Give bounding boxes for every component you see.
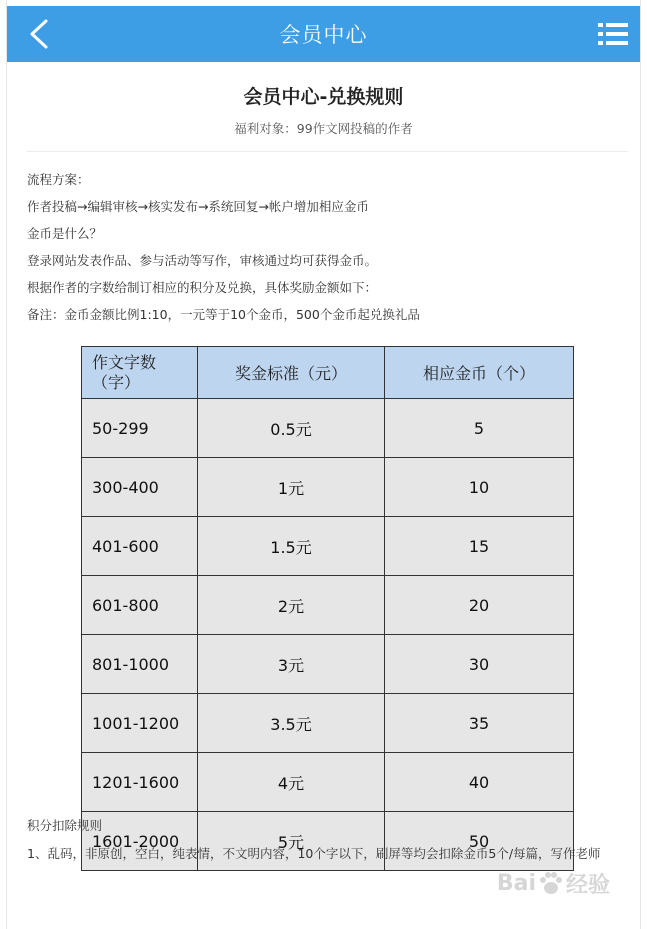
cell-coins: 15: [385, 517, 574, 576]
info-line: 备注：金币金额比例1:10，一元等于10个金币，500个金币起兑换礼品: [27, 307, 420, 322]
cell-bonus: 3元: [198, 635, 385, 694]
cell-bonus: 4元: [198, 753, 385, 812]
cell-bonus: 1.5元: [198, 517, 385, 576]
cell-bonus: 0.5元: [198, 399, 385, 458]
table-row: [82, 458, 574, 517]
cell-coins: 40: [385, 753, 574, 812]
menu-button[interactable]: [596, 18, 630, 50]
cell-word-count: 1001-1200: [82, 694, 198, 753]
cell-word-count: 401-600: [82, 517, 198, 576]
info-line: 根据作者的字数给制订相应的积分及兑换，具体奖励金额如下：: [27, 280, 378, 295]
cell-word-count: 801-1000: [82, 635, 198, 694]
info-section: [27, 166, 640, 328]
info-line: 作者投稿→编辑审核→核实发布→系统回复→帐户增加相应金币: [27, 199, 369, 214]
cell-coins: 30: [385, 635, 574, 694]
cell-word-count: 50-299: [82, 399, 198, 458]
cell-word-count: 1201-1600: [82, 753, 198, 812]
table-row: [82, 753, 574, 812]
menu-list-icon: [598, 22, 628, 46]
page-subtitle: 福利对象：99作文网投稿的作者: [234, 121, 413, 136]
cell-bonus: 2元: [198, 576, 385, 635]
chevron-left-icon: [28, 19, 50, 49]
header-title: 会员中心: [279, 23, 368, 47]
table-header-row: [82, 347, 574, 399]
cell-bonus: 5元: [198, 812, 385, 871]
table-row: [82, 694, 574, 753]
paw-icon: [538, 871, 564, 897]
column-header-coins: 相应金币（个）: [385, 347, 574, 399]
info-line: 金币是什么？: [27, 226, 103, 241]
exchange-rules-table: [81, 346, 574, 871]
column-header-word-count: 作文字数（字）: [82, 347, 198, 399]
cell-bonus: 3.5元: [198, 694, 385, 753]
cell-coins: 50: [385, 812, 574, 871]
info-line: 流程方案：: [27, 172, 90, 187]
cell-coins: 10: [385, 458, 574, 517]
deduction-rule-item: 1、乱码，非原创，空白，纯表情，不文明内容，10个字以下，刷屏等均会扣除金币5个/每篇，写作老师: [27, 846, 601, 861]
deduction-rules-section: [27, 812, 627, 868]
table-row: [82, 517, 574, 576]
page-frame: [6, 0, 641, 929]
cell-coins: 5: [385, 399, 574, 458]
app-header: [7, 6, 640, 62]
baidu-jingyan-watermark: [497, 868, 610, 899]
cell-word-count: 601-800: [82, 576, 198, 635]
cell-coins: 35: [385, 694, 574, 753]
divider: [27, 151, 628, 152]
table-row: [82, 576, 574, 635]
cell-word-count: 1601-2000: [82, 812, 198, 871]
watermark-text-right: 经验: [565, 873, 610, 898]
page-title: 会员中心-兑换规则: [243, 86, 404, 108]
cell-word-count: 300-400: [82, 458, 198, 517]
info-line: 登录网站发表作品、参与活动等写作，审核通过均可获得金币。: [27, 253, 378, 268]
table-row: [82, 399, 574, 458]
cell-bonus: 1元: [198, 458, 385, 517]
cell-coins: 20: [385, 576, 574, 635]
deduction-title: 积分扣除规则: [27, 818, 103, 833]
table-row: [82, 635, 574, 694]
column-header-bonus: 奖金标准（元）: [198, 347, 385, 399]
watermark-text-left: Bai: [496, 871, 536, 896]
back-button[interactable]: [21, 16, 57, 52]
